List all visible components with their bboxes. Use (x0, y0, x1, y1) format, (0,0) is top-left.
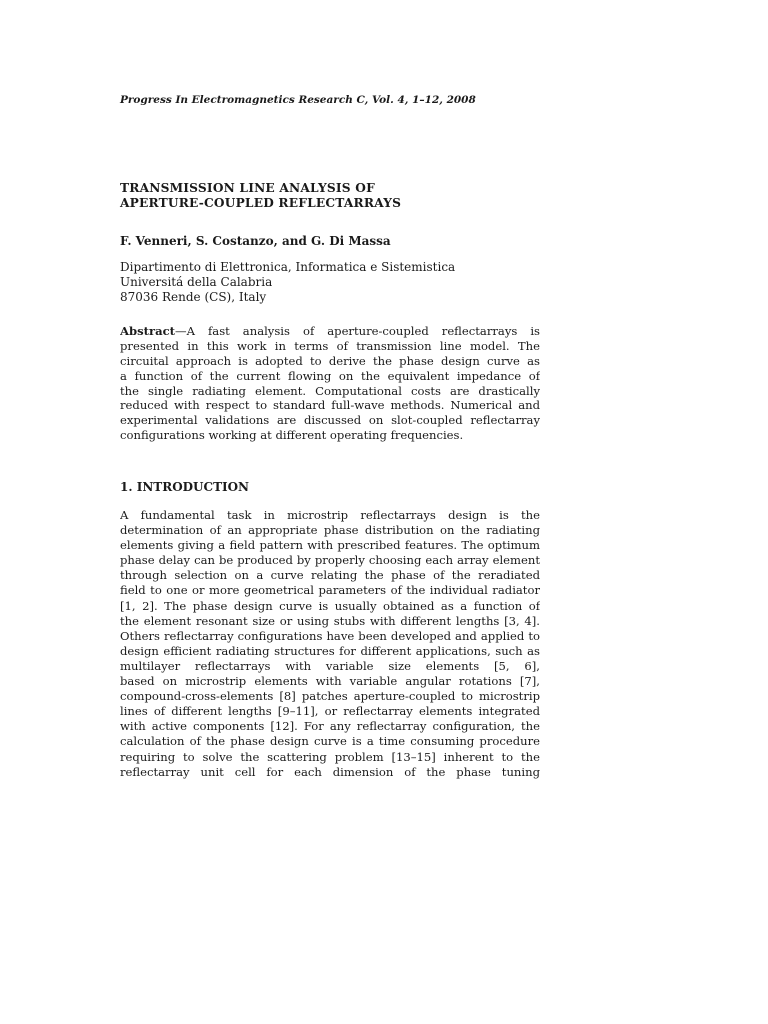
title-line-1: TRANSMISSION LINE ANALYSIS OF (120, 181, 375, 195)
intro-line-14: lines of different lengths [9–11], or reflectarray elements integrated (120, 704, 540, 719)
abstract-line-2: presented in this work in terms of transmission line model. The (120, 338, 540, 353)
section-heading: 1. INTRODUCTION (120, 480, 250, 494)
abstract-line-7: experimental validations are discussed on slot-coupled reflectarray (120, 413, 540, 428)
introduction-body (120, 508, 540, 780)
abstract-line-8: configurations working at different operating frequencies. (120, 428, 464, 443)
abstract (120, 324, 540, 443)
intro-line-2: determination of an appropriate phase distribution on the radiating (120, 523, 540, 538)
intro-line-5: through selection on a curve relating the phase of the reradiated (120, 568, 540, 583)
abstract-label: Abstract (120, 324, 176, 338)
affiliation-line-1: Dipartimento di Elettronica, Informatica e Sistemistica (120, 260, 456, 274)
affiliation-line-2: Universitá della Calabria (120, 275, 273, 289)
abstract-line-5: the single radiating element. Computational costs are drastically (120, 383, 540, 398)
intro-line-13: compound-cross-elements [8] patches aperture-coupled to microstrip (120, 689, 540, 704)
intro-line-7: [1, 2]. The phase design curve is usually obtained as a function of (120, 598, 540, 613)
affiliation-line-3: 87036 Rende (CS), Italy (120, 290, 267, 304)
abstract-line-3: circuital approach is adopted to derive the phase design curve as (120, 353, 540, 368)
intro-line-3: elements giving a field pattern with prescribed features. The optimum (120, 538, 540, 553)
intro-line-4: phase delay can be produced by properly choosing each array element (120, 553, 540, 568)
affiliation (120, 260, 455, 305)
intro-line-12: based on microstrip elements with variable angular rotations [7], (120, 674, 540, 689)
paper-title (120, 181, 401, 211)
intro-line-9: Others reflectarray configurations have been developed and applied to (120, 628, 540, 643)
abstract-text-1: —A fast analysis of aperture-coupled reflectarrays is (175, 324, 540, 338)
intro-line-6: field to one or more geometrical parameters of the individual radiator (120, 583, 540, 598)
intro-line-8: the element resonant size or using stubs with different lengths [3, 4]. (120, 613, 540, 628)
intro-line-11: multilayer reflectarrays with variable size elements [5, 6], (120, 658, 540, 673)
intro-line-16: calculation of the phase design curve is a time consuming procedure (120, 734, 540, 749)
abstract-line-1 (120, 324, 540, 339)
intro-line-15: with active components [12]. For any reflectarray configuration, the (120, 719, 540, 734)
intro-line-17: requiring to solve the scattering problem [13–15] inherent to the (120, 749, 540, 764)
title-line-2: APERTURE-COUPLED REFLECTARRAYS (120, 196, 402, 210)
intro-line-10: design efficient radiating structures for different applications, such as (120, 643, 540, 658)
abstract-line-4: a function of the current flowing on the equivalent impedance of (120, 368, 540, 383)
intro-line-1: A fundamental task in microstrip reflectarrays design is the (120, 508, 540, 522)
intro-line-18: reflectarray unit cell for each dimension of the phase tuning (120, 764, 540, 779)
author-list: F. Venneri, S. Costanzo, and G. Di Massa (120, 234, 391, 248)
journal-header: Progress In Electromagnetics Research C, Vol. 4, 1–12, 2008 (120, 94, 476, 106)
abstract-line-6: reduced with respect to standard full-wave methods. Numerical and (120, 398, 540, 413)
